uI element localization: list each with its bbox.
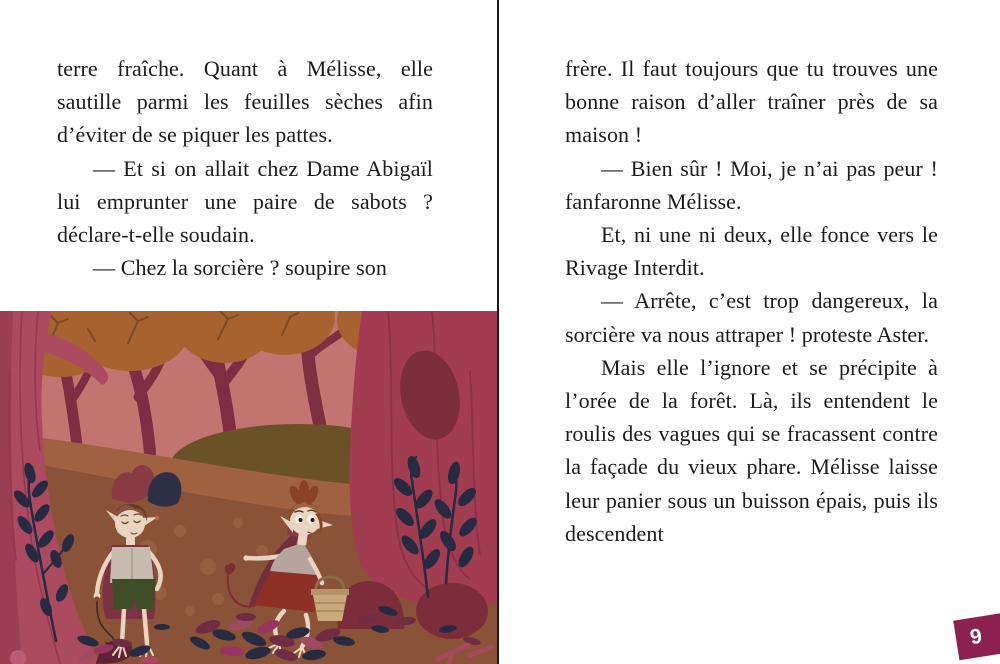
forest-illustration [0, 311, 497, 664]
paragraph: — Et si on allait chez Dame Abigaïl lui emprunter une paire de sabots ? déclare-t-elle soudain. [57, 155, 433, 248]
paragraph: Et, ni une ni deux, elle fonce vers le Rivage Interdit. [565, 222, 938, 281]
paragraph: — Bien sûr ! Moi, je n’ai pas peur ! fanfaronne Mélisse. [565, 155, 938, 214]
page-number-badge [953, 612, 1000, 661]
left-text-column [57, 52, 433, 284]
paragraph: — Arrête, c’est trop dangereux, la sorcière va nous attraper ! proteste Aster. [565, 288, 938, 347]
page-number: 9 [968, 624, 984, 650]
forest-illustration-svg [0, 311, 497, 664]
paragraph: terre fraîche. Quant à Mélisse, elle sautille parmi les feuilles sèches afin d’éviter de se piquer les pattes. [57, 56, 433, 148]
page-right [499, 0, 1000, 664]
paragraph: Mais elle l’ignore et se précipite à l’orée de la forêt. Là, ils entendent le roulis des vagues qui se fracassent contre la façade du vieux phare. Mélisse laisse leur panier sous un buisson épais, puis ils descendent [565, 354, 938, 546]
right-text-column [565, 52, 938, 550]
paragraph: frère. Il faut toujours que tu trouves une bonne raison d’aller traîner près de sa maison ! [565, 56, 938, 148]
page-left [0, 0, 497, 664]
paragraph: — Chez la sorcière ? soupire son [93, 255, 387, 281]
